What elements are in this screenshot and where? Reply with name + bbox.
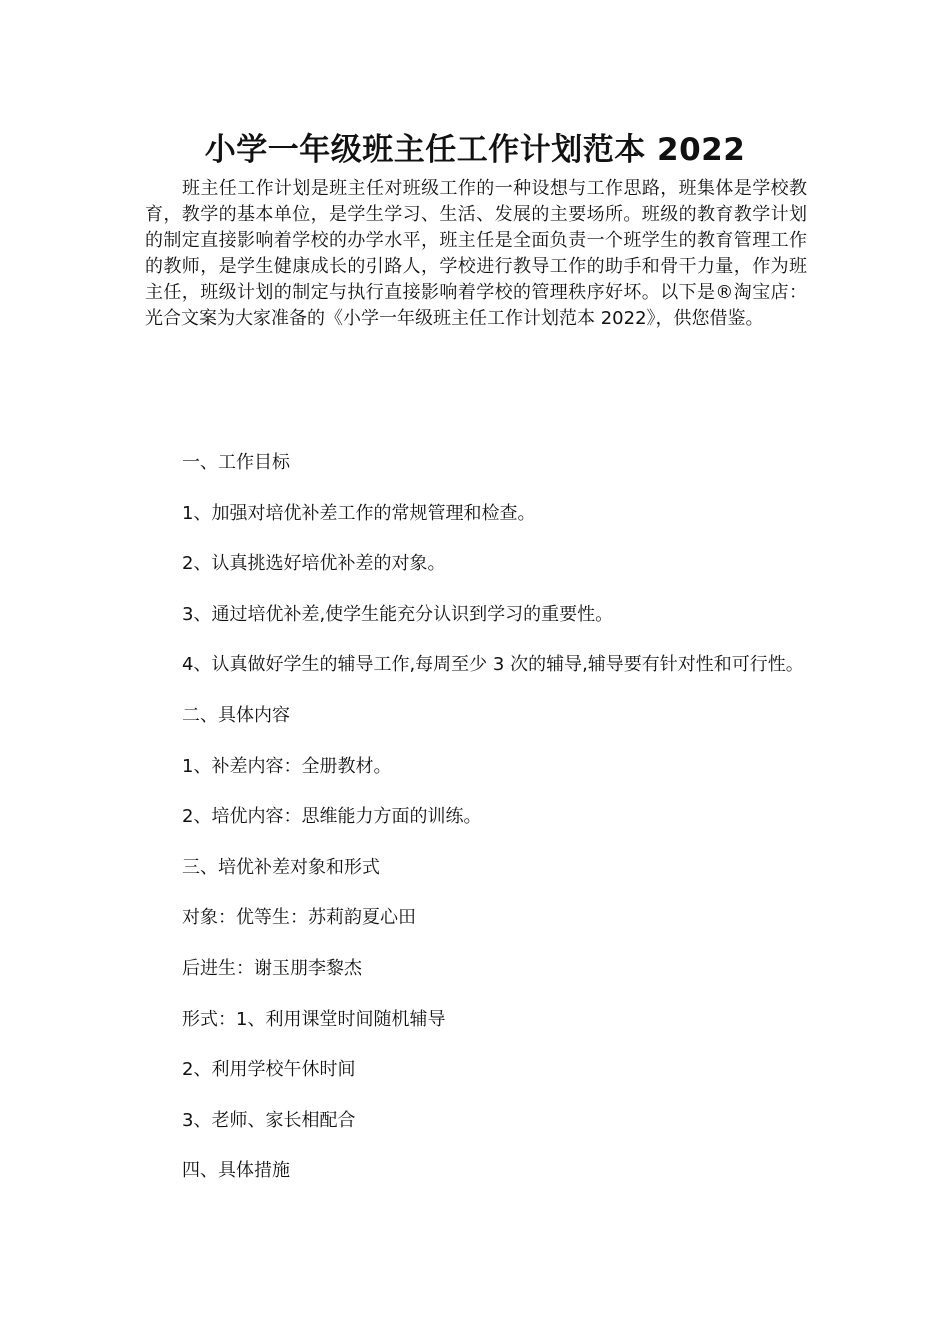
goal-item: 2、认真挑选好培优补差的对象。 xyxy=(182,553,446,575)
section-heading-targets: 三、培优补差对象和形式 xyxy=(182,856,380,878)
section-heading-goals: 一、工作目标 xyxy=(182,452,290,473)
target-item: 后进生：谢玉朋李黎杰 xyxy=(182,957,362,979)
form-item: 形式：1、利用课堂时间随机辅导 xyxy=(182,1008,446,1030)
goal-item: 3、通过培优补差,使学生能充分认识到学习的重要性。 xyxy=(182,603,614,625)
content-item: 2、培优内容：思维能力方面的训练。 xyxy=(182,806,482,828)
target-item: 对象：优等生：苏莉韵夏心田 xyxy=(182,907,416,929)
content-item: 1、补差内容：全册教材。 xyxy=(182,755,392,777)
intro-paragraph: 班主任工作计划是班主任对班级工作的一种设想与工作思路，班集体是学校教育，教学的基本单位，是学生学习、生活、发展的主要场所。班级的教育教学计划的制定直接影响着学校的办学水平，班主任是全面负责一个班学生的教育管理工作的教师，是学生健康成长的引路人，学校进行教导工作的助手和骨干力量，作为班主任，班级计划的制定与执行直接影响着学校的管理秩序好坏。以下是®淘宝店：光合文案为大家准备的《小学一年级班主任工作计划范本 2022》，供您借鉴。 xyxy=(145,178,807,329)
form-item: 2、利用学校午休时间 xyxy=(182,1059,356,1081)
section-heading-content: 二、具体内容 xyxy=(182,704,290,726)
goal-item: 1、加强对培优补差工作的常规管理和检查。 xyxy=(182,502,536,524)
form-item: 3、老师、家长相配合 xyxy=(182,1109,356,1131)
goal-item: 4、认真做好学生的辅导工作,每周至少 3 次的辅导,辅导要有针对性和可行性。 xyxy=(182,654,804,676)
section-heading-measures: 四、具体措施 xyxy=(182,1160,290,1182)
document-title: 小学一年级班主任工作计划范本 2022 xyxy=(204,132,746,168)
document-body xyxy=(145,450,807,1209)
